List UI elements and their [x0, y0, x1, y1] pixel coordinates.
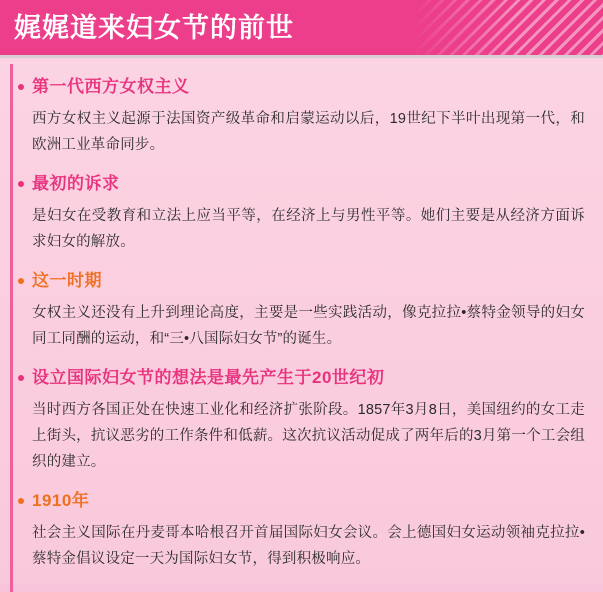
bullet-dot-icon	[18, 375, 24, 381]
page-title: 娓娓道来妇女节的前世	[14, 13, 294, 43]
bullet-dot-icon	[18, 278, 24, 284]
section-heading: 这一时期	[32, 271, 102, 290]
article-section	[18, 268, 585, 352]
article-section	[18, 171, 585, 255]
section-heading: 设立国际妇女节的想法是最先产生于20世纪初	[32, 368, 385, 387]
article-section	[18, 488, 585, 572]
section-paragraph: 当时西方各国正处在快速工业化和经济扩张阶段。1857年3月8日，美国纽约的女工走上街头，抗议恶劣的工作条件和低薪。这次抗议活动促成了两年后的3月第一个工会组织的建立。	[32, 402, 585, 470]
section-paragraph: 西方女权主义起源于法国资产级革命和启蒙运动以后，19世纪下半叶出现第一代，和欧洲工业革命同步。	[32, 111, 585, 153]
timeline-vertical-line	[10, 64, 13, 592]
article-section	[18, 365, 585, 475]
article-section	[18, 74, 585, 158]
article-body	[0, 58, 603, 572]
bullet-dot-icon	[18, 84, 24, 90]
diagonal-stripes-icon	[413, 0, 603, 58]
bullet-dot-icon	[18, 181, 24, 187]
section-heading: 第一代西方女权主义	[32, 77, 190, 96]
section-paragraph: 社会主义国际在丹麦哥本哈根召开首届国际妇女会议。会上德国妇女运动领袖克拉拉•蔡特金倡议设定一天为国际妇女节，得到积极响应。	[32, 525, 585, 567]
section-heading: 1910年	[32, 491, 90, 510]
page-header	[0, 0, 603, 58]
bullet-dot-icon	[18, 498, 24, 504]
section-paragraph: 女权主义还没有上升到理论高度，主要是一些实践活动，像克拉拉•蔡特金领导的妇女同工同酬的运动，和“三•八国际妇女节”的诞生。	[32, 305, 585, 347]
section-heading: 最初的诉求	[32, 174, 120, 193]
section-paragraph: 是妇女在受教育和立法上应当平等，在经济上与男性平等。她们主要是从经济方面诉求妇女的解放。	[32, 208, 585, 250]
